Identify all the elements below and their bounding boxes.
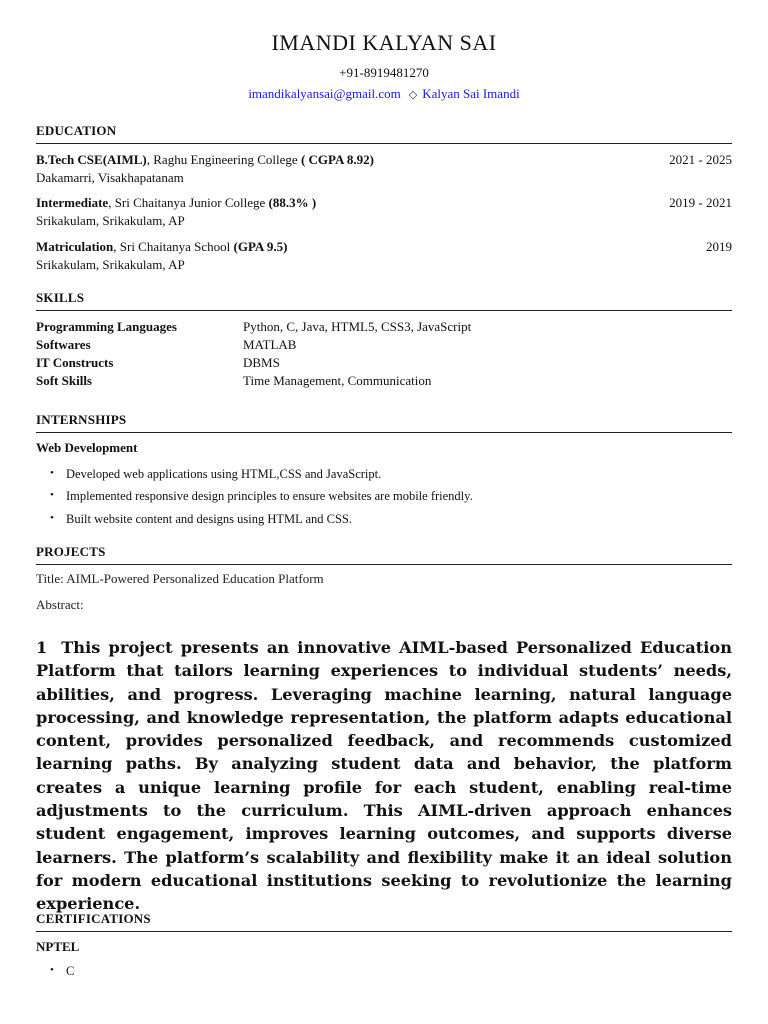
list-item-text: Implemented responsive design principles to ensure websites are mobile friendly. xyxy=(66,489,473,503)
education-years: 2021 - 2025 xyxy=(669,152,732,167)
contact-links xyxy=(36,86,732,102)
education-score: ( CGPA 8.92) xyxy=(300,152,374,167)
internship-title: Web Development xyxy=(36,440,138,455)
list-item-text: Built website content and designs using HTML and CSS. xyxy=(66,512,352,526)
education-location: Srikakulam, Srikakulam, AP xyxy=(36,257,185,272)
skill-key: IT Constructs xyxy=(36,355,114,370)
phone-number: +91-8919481270 xyxy=(339,65,429,80)
skill-value: DBMS xyxy=(243,355,280,370)
project-abstract xyxy=(36,636,732,916)
skill-value: MATLAB xyxy=(243,337,297,352)
education-score: (GPA 9.5) xyxy=(233,239,288,254)
education-degree: B.Tech CSE(AIML) xyxy=(36,152,147,167)
education-institution: , Sri Chaitanya School xyxy=(113,239,234,254)
resume-page xyxy=(36,0,732,1024)
skill-key: Soft Skills xyxy=(36,373,92,388)
bullet-icon: • xyxy=(50,964,54,976)
internships-heading: INTERNSHIPS xyxy=(36,412,732,433)
education-years: 2019 xyxy=(706,239,732,254)
bullet-icon: • xyxy=(50,512,54,524)
email-link[interactable]: imandikalyansai@gmail.com xyxy=(248,86,401,101)
education-institution: , Sri Chaitanya Junior College xyxy=(108,195,269,210)
certification-title: NPTEL xyxy=(36,939,80,954)
education-degree: Intermediate xyxy=(36,195,109,210)
education-heading: EDUCATION xyxy=(36,123,732,144)
education-location: Dakamarri, Visakhapatanam xyxy=(36,170,184,185)
education-institution: , Raghu Engineering College xyxy=(146,152,301,167)
abstract-label: Abstract: xyxy=(36,597,84,612)
skill-value: Python, C, Java, HTML5, CSS3, JavaScript xyxy=(243,319,472,334)
education-item-btech xyxy=(36,152,732,168)
education-item-matriculation xyxy=(36,239,732,255)
abstract-text: This project presents an innovative AIML-based Personalized Education Platform that tailors learning experiences to individual students’ needs, abilities, and progress. Leveraging machine learning, natural language processing, and knowledge representation, the platform adapts educational content, provides personalized feedback, and recommends customized learning paths. By analyzing student data and behavior, the platform creates a unique learning profile for each student, enabling real-time adjustments to the curriculum. This AIML-driven approach enhances student engagement, improves learning outcomes, and supports diverse learners. The platform’s scalability and flexibility make it an ideal solution for modern educational institutions seeking to revolutionize the learning experience. xyxy=(36,638,732,914)
education-item-intermediate xyxy=(36,195,732,211)
bullet-icon: • xyxy=(50,467,54,479)
abstract-number: 1 xyxy=(36,638,48,657)
education-score: (88.3% ) xyxy=(268,195,317,210)
skill-key: Programming Languages xyxy=(36,319,177,334)
list-item-text: C xyxy=(66,964,75,978)
profile-link[interactable]: Kalyan Sai Imandi xyxy=(422,86,520,101)
project-title: Title: AIML-Powered Personalized Education Platform xyxy=(36,571,324,586)
education-degree: Matriculation xyxy=(36,239,114,254)
certifications-heading: CERTIFICATIONS xyxy=(36,911,732,932)
skill-key: Softwares xyxy=(36,337,91,352)
bullet-icon: • xyxy=(50,489,54,501)
skill-value: Time Management, Communication xyxy=(243,373,432,388)
projects-heading: PROJECTS xyxy=(36,544,732,565)
skills-heading: SKILLS xyxy=(36,290,732,311)
candidate-name: IMANDI KALYAN SAI xyxy=(271,30,497,55)
list-item-text: Developed web applications using HTML,CSS and JavaScript. xyxy=(66,467,382,481)
education-years: 2019 - 2021 xyxy=(669,195,732,210)
education-location: Srikakulam, Srikakulam, AP xyxy=(36,213,185,228)
diamond-separator-icon: ◇ xyxy=(408,89,418,101)
